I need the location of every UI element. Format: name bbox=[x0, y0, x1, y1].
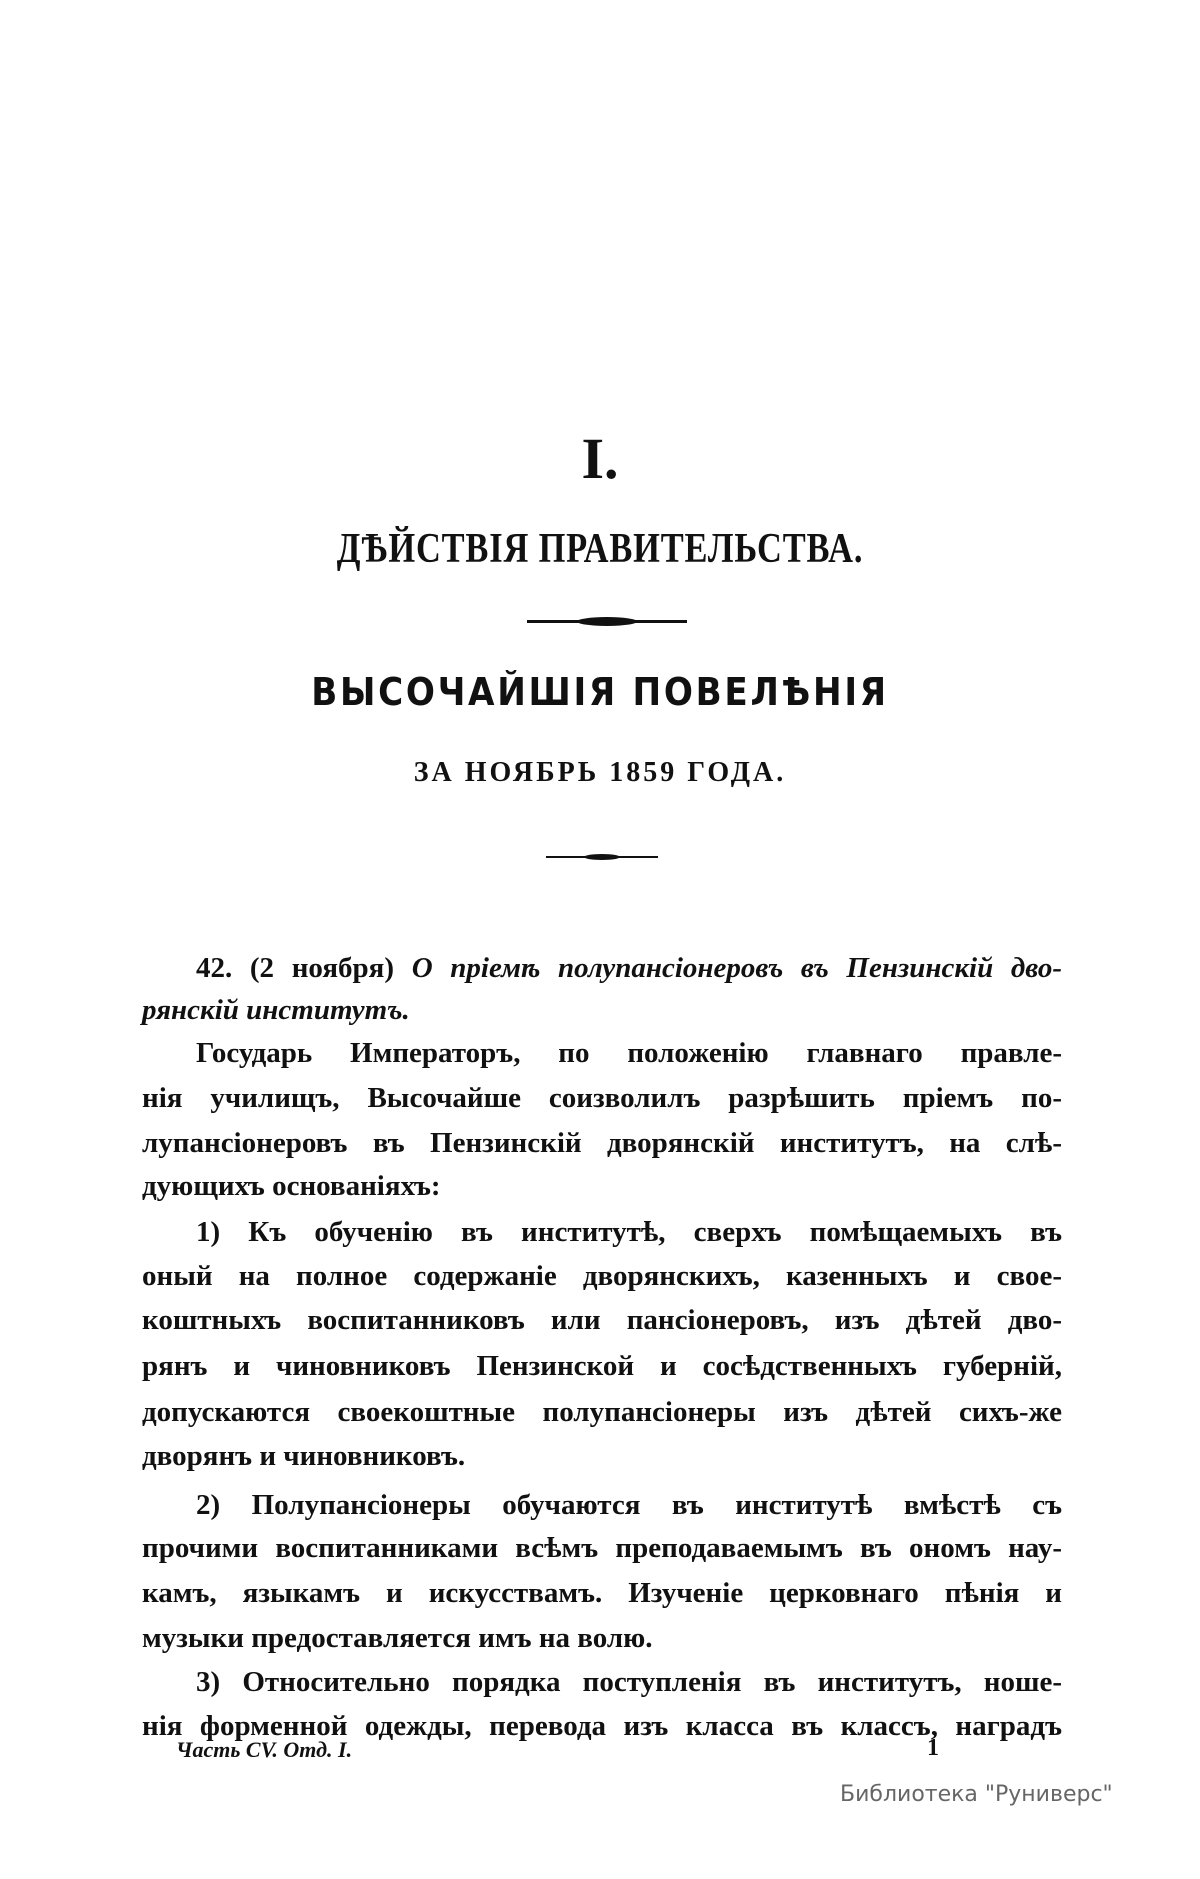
text-line bbox=[142, 1164, 1062, 1209]
section-title: ДѢЙСТВІЯ ПРАВИТЕЛЬСТВА. bbox=[336, 526, 864, 572]
line-text: рянъ и чиновниковъ Пензинской и сосѣдственныхъ губерній, bbox=[142, 1350, 1062, 1382]
text-line bbox=[196, 1483, 1062, 1528]
section-numeral: I. bbox=[581, 426, 619, 491]
line-text: нія форменной одежды, перевода изъ класса въ классъ, наградъ bbox=[142, 1710, 1062, 1742]
line-text: дующихъ основаніяхъ: bbox=[142, 1170, 441, 1202]
text-line bbox=[196, 946, 1062, 991]
ornament-divider bbox=[527, 620, 687, 623]
line-text: нія училищъ, Высочайше соизволилъ разрѣшить пріемъ по- bbox=[142, 1082, 1062, 1114]
line-italic-text: О пріемѣ полупансіонеровъ въ Пензинскій дво- bbox=[411, 952, 1062, 984]
line-text: прочими воспитанниками всѣмъ преподаваемымъ въ ономъ нау- bbox=[142, 1532, 1062, 1564]
month-heading: ЗА НОЯБРЬ 1859 ГОДА. bbox=[413, 757, 787, 788]
text-line bbox=[142, 1121, 1062, 1166]
text-line bbox=[142, 1344, 1062, 1389]
line-text: коштныхъ воспитанниковъ или пансіонеровъ, изъ дѣтей дво- bbox=[142, 1304, 1062, 1336]
text-line bbox=[142, 1616, 1062, 1661]
text-line bbox=[142, 988, 1062, 1033]
line-text: 1) Къ обученію въ институтѣ, сверхъ помѣщаемыхъ въ bbox=[196, 1216, 1062, 1248]
line-text: оный на полное содержаніе дворянскихъ, казенныхъ и свое- bbox=[142, 1260, 1062, 1292]
text-line bbox=[196, 1660, 1062, 1705]
text-line bbox=[142, 1254, 1062, 1299]
line-text: дворянъ и чиновниковъ. bbox=[142, 1440, 466, 1472]
line-text: камъ, языкамъ и искусствамъ. Изученіе церковнаго пѣнія и bbox=[142, 1577, 1062, 1609]
footer-signature: Часть CV. Отд. I. bbox=[176, 1737, 353, 1762]
line-text: Государь Императоръ, по положенію главнаго правле- bbox=[196, 1037, 1062, 1069]
line-text: допускаются своекоштные полупансіонеры изъ дѣтей сихъ-же bbox=[142, 1396, 1062, 1428]
text-line bbox=[142, 1526, 1062, 1571]
line-text: 3) Относительно порядка поступленія въ институтъ, ноше- bbox=[196, 1666, 1062, 1698]
text-line bbox=[142, 1571, 1062, 1616]
text-line bbox=[142, 1434, 1062, 1479]
page-number: 1 bbox=[927, 1735, 939, 1761]
line-italic-text: рянскій институтъ. bbox=[142, 994, 410, 1026]
text-line bbox=[142, 1076, 1062, 1121]
line-text: лупансіонеровъ въ Пензинскій дворянскій институтъ, на слѣ- bbox=[142, 1127, 1062, 1159]
line-text: музыки предоставляется имъ на волю. bbox=[142, 1622, 653, 1654]
line-text: 2) Полупансіонеры обучаются въ институтѣ вмѣстѣ съ bbox=[196, 1489, 1062, 1521]
text-line bbox=[196, 1210, 1062, 1255]
line-text: 42. (2 ноября) bbox=[196, 952, 412, 984]
watermark: Библиотека "Руниверс" bbox=[840, 1782, 1113, 1807]
subtitle: ВЫСОЧАЙШІЯ ПОВЕЛѢНІЯ bbox=[311, 670, 889, 714]
ornament-divider bbox=[546, 856, 658, 858]
text-line bbox=[142, 1390, 1062, 1435]
text-line bbox=[196, 1031, 1062, 1076]
text-line bbox=[142, 1298, 1062, 1343]
